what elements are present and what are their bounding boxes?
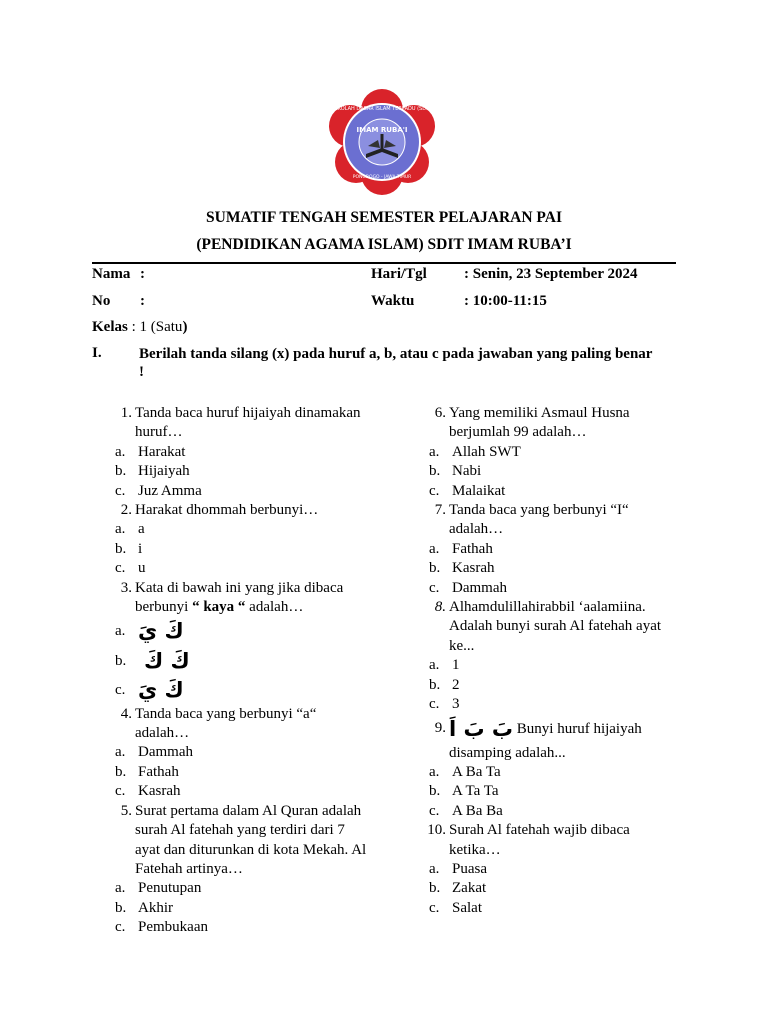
option-text: Juz Amma [138,482,202,499]
option-letter: c. [115,783,126,800]
option-letter: a. [115,443,126,460]
option-letter: a. [115,623,126,640]
question-3 [110,579,372,618]
question-9 [424,715,674,763]
option-text: a [138,521,145,538]
option-text: Akhir [138,899,173,916]
question-text: Bunyi huruf hijaiyah disamping adalah... [449,720,642,761]
option-letter: b. [115,652,127,669]
option-letter: a. [429,860,440,877]
option-text: A Ba Ta [452,763,501,780]
question-number: 4. [120,705,132,722]
question-text: Kata di bawah ini yang jika dibaca berbunyi [135,579,344,616]
section-number: I. [92,345,102,361]
question-6 [424,404,674,443]
no-colon: : [140,293,145,309]
waktu-label: Waktu [371,293,415,309]
option-text: Zakat [452,880,487,897]
question-number: 3. [120,579,132,596]
option-letter: b. [115,463,127,480]
question-5 [110,802,372,880]
option-text: Puasa [452,860,487,877]
option-letter: b. [429,783,441,800]
option-6b[interactable] [424,462,674,481]
option-7a[interactable] [424,540,674,559]
option-text: Hijaiyah [138,463,190,480]
question-8 [424,598,674,656]
question-2 [110,501,372,520]
nama-colon: : [140,266,145,282]
option-4b[interactable] [110,763,372,782]
option-text: Kasrah [452,560,495,577]
option-9a[interactable] [424,763,674,782]
questions-right-column [424,404,674,918]
title-line-1: SUMATIF TENGAH SEMESTER PELAJARAN PAI [206,209,562,226]
question-number: 8. [434,599,446,616]
option-letter: a. [429,657,440,674]
kelas-label: Kelas [92,319,128,335]
option-text: Penutupan [138,880,202,897]
option-3b[interactable] [110,647,372,676]
option-letter: b. [429,560,441,577]
option-4a[interactable] [110,743,372,762]
option-letter: b. [429,880,441,897]
option-8b[interactable] [424,676,674,695]
option-text: A Ba Ba [452,802,503,819]
option-text: 1 [452,657,460,674]
option-letter: b. [115,763,127,780]
question-1 [110,404,372,443]
option-text: Dammah [138,744,193,761]
option-letter: c. [429,579,440,596]
section-instruction: Berilah tanda silang (x) pada huruf a, b, atau c pada jawaban yang paling benar ! [139,346,653,380]
option-letter: c. [429,899,440,916]
option-2c[interactable] [110,559,372,578]
option-text: Kasrah [138,783,181,800]
option-8a[interactable] [424,656,674,675]
option-text: 3 [452,696,460,713]
option-4c[interactable] [110,782,372,801]
option-text: u [138,560,146,577]
option-5b[interactable] [110,899,372,918]
question-text-end: adalah… [245,599,304,616]
option-text: 2 [452,676,460,693]
option-letter: a. [115,880,126,897]
option-letter: c. [429,802,440,819]
option-text: Malaikat [452,482,506,499]
option-8c[interactable] [424,695,674,714]
question-text: Tanda baca yang berbunyi “I“ adalah… [449,502,629,538]
option-6c[interactable] [424,482,674,501]
question-number: 10. [427,822,446,839]
question-4 [110,705,372,744]
option-text: Pembukaan [138,919,208,936]
question-keyword: “ kaya “ [192,599,246,616]
question-10 [424,821,674,860]
question-number: 1. [120,405,132,421]
option-9c[interactable] [424,802,674,821]
option-text: Salat [452,899,482,916]
question-text: Harakat dhommah berbunyi… [135,502,319,519]
option-text: Harakat [138,443,186,460]
option-text: Fathah [452,540,493,557]
hari-label: Hari/Tgl [371,266,427,282]
kelas-value-close: ) [182,319,188,335]
option-9b[interactable] [424,782,674,801]
option-2b[interactable] [110,540,372,559]
option-1a[interactable] [110,443,372,462]
title-line-2: (PENDIDIKAN AGAMA ISLAM) SDIT IMAM RUBA’I [196,236,572,253]
option-5c[interactable] [110,918,372,937]
option-1c[interactable] [110,482,372,501]
option-7c[interactable] [424,579,674,598]
option-7b[interactable] [424,559,674,578]
option-letter: a. [115,744,126,761]
option-letter: c. [429,696,440,713]
question-text: Surat pertama dalam Al Quran adalah surah Al fatehah yang terdiri dari 7 ayat dan diturunkan di kota Mekah. Al Fatehah artinya… [135,802,367,877]
option-text: Nabi [452,463,482,480]
option-letter: c. [115,681,126,698]
question-7 [424,501,674,540]
question-number: 7. [434,502,446,519]
school-logo [328,88,436,196]
question-text: Yang memiliki Asmaul Husna berjumlah 99 adalah… [449,405,630,441]
option-10b[interactable] [424,879,674,898]
kelas-value: : 1 (Satu [131,319,183,335]
question-number: 9. [434,719,446,736]
questions-left-column [110,404,372,938]
option-text: i [138,540,143,557]
logo-bottom-text: PONOROGO - JAWA TIMUR [352,175,412,180]
option-10a[interactable] [424,860,674,879]
kelas-row [92,319,187,336]
option-letter: a. [429,540,440,557]
arabic-option-text: كَ كَ [144,648,190,673]
option-text: Allah SWT [452,443,521,460]
no-label: No [92,293,111,309]
logo-ring-text: SEKOLAH DASAR ISLAM TERPADU (SDIT) [331,106,433,112]
question-number: 6. [434,405,446,421]
option-letter: c. [115,919,126,936]
question-number: 2. [120,502,132,519]
question-text: Surah Al fatehah wajib dibaca ketika… [449,822,630,858]
waktu-value: : 10:00-11:15 [464,293,547,309]
arabic-question-text: بَ بَ اَ [449,716,514,741]
hari-value: : Senin, 23 September 2024 [464,266,638,282]
nama-label: Nama [92,266,131,282]
option-text: Dammah [452,579,507,596]
arabic-option-text: كَ يَ [138,677,184,702]
option-text: Fathah [138,763,179,780]
option-10c[interactable] [424,899,674,918]
option-3a[interactable] [110,617,372,646]
header-divider [92,262,676,264]
option-3c[interactable] [110,676,372,705]
question-text: Tanda baca yang berbunyi “a“ adalah… [135,705,317,742]
option-letter: b. [115,899,127,916]
option-letter: b. [115,540,127,557]
question-text: Alhamdulillahirabbil ‘aalamiina. Adalah bunyi surah Al fatehah ayat ke... [449,599,662,654]
option-letter: c. [115,482,126,499]
option-2a[interactable] [110,520,372,539]
arabic-option-text: كَ يَ [138,619,184,644]
option-letter: b. [429,463,441,480]
option-6a[interactable] [424,443,674,462]
option-letter: b. [429,676,441,693]
option-letter: a. [429,443,440,460]
question-number: 5. [120,802,132,819]
option-letter: c. [115,560,126,577]
question-text: Tanda baca huruf hijaiyah dinamakan huruf… [135,405,361,441]
option-letter: a. [429,763,440,780]
option-letter: a. [115,521,126,538]
option-letter: c. [429,482,440,499]
option-text: A Ta Ta [452,783,499,800]
option-5a[interactable] [110,879,372,898]
option-1b[interactable] [110,462,372,481]
logo-center-text: IMAM RUBA'I [356,126,408,134]
